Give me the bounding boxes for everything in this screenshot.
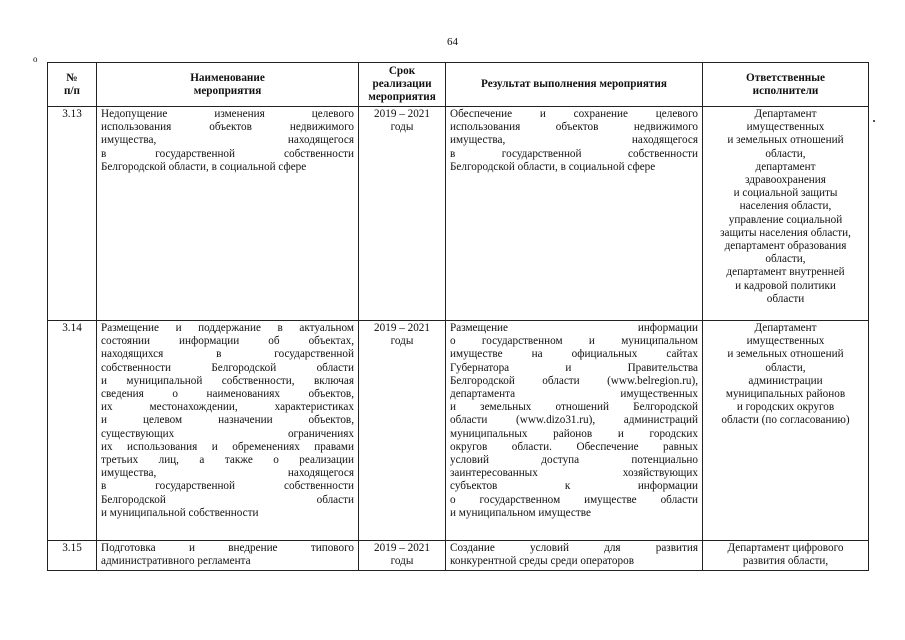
text-line: и муниципальном имуществе [450, 506, 591, 519]
text-line: в государственной собственности [101, 147, 354, 160]
text-line: департамента имущественных [450, 388, 698, 401]
text-line: и муниципальной собственности [101, 506, 259, 519]
header-term: Срок реализации мероприятия [359, 63, 446, 107]
text-line: здравоохранения [745, 174, 826, 187]
text-line: Размещение информации [450, 322, 698, 334]
text-line: и кадровой политики [735, 279, 836, 292]
activities-table [47, 62, 869, 571]
text-line: и земельных отношений Белгородской [450, 401, 698, 414]
text-line: имущества, находящегося [101, 134, 354, 147]
text-line: их местонахождении, характеристиках [101, 401, 354, 414]
text-line: Белгородской области, в социальной сфере [450, 160, 656, 173]
text-line: о государственном имуществе области [450, 493, 698, 506]
text-line: о государственном и муниципальном [450, 335, 698, 348]
text-line: и муниципальной собственности, включая [101, 374, 354, 387]
activity-name [97, 321, 359, 541]
implementation-term: 2019 – 2021 годы [359, 541, 446, 571]
text-line: области, [765, 253, 806, 266]
text-line: в государственной собственности [101, 480, 354, 493]
text-line: Размещение и поддержание в актуальном [101, 322, 354, 334]
text-line: области, [765, 147, 806, 160]
table-header-row [48, 63, 869, 107]
row-number: 3.13 [48, 107, 97, 321]
expected-result [446, 107, 703, 321]
responsible-executors [703, 107, 869, 321]
text-line: их использования и обременениях правами [101, 440, 354, 453]
expected-result [446, 321, 703, 541]
text-line: департамент внутренней [726, 266, 845, 279]
text-line: имущества, находящегося [450, 134, 698, 147]
header-num: № п/п [48, 63, 97, 107]
corner-mark: o [33, 54, 38, 64]
text-line: Белгородской области [101, 493, 354, 506]
text-line: и земельных отношений [727, 134, 844, 147]
text-line: области (www.dizo31.ru), администраций [450, 414, 698, 427]
text-line: управление социальной [728, 213, 843, 226]
scan-dot [873, 120, 875, 122]
text-line: Создание условий для развития [450, 542, 698, 554]
table-row [48, 107, 869, 321]
page-number: 64 [447, 36, 458, 48]
text-line: области, [765, 361, 806, 374]
text-line: муниципальных районов и городских [450, 427, 698, 440]
text-line: Губернатора и Правительства [450, 361, 698, 374]
table-row [48, 321, 869, 541]
text-line: Департамент [754, 322, 817, 334]
text-line: состоянии информации об объектах, [101, 335, 354, 348]
text-line: сведения о наименованиях объектов, [101, 388, 354, 401]
text-line: третьих лиц, а также о реализации [101, 454, 354, 467]
text-line: и целевом назначении объектов, [101, 414, 354, 427]
text-line: существующих ограничениях [101, 427, 354, 440]
header-responsible: Ответственные исполнители [703, 63, 869, 107]
text-line: и земельных отношений [727, 348, 844, 361]
text-line: муниципальных районов [725, 388, 846, 401]
text-line: области [766, 292, 805, 305]
text-line: и социальной защиты [733, 187, 838, 200]
text-line: Департамент [754, 108, 817, 120]
text-line: собственности Белгородской области [101, 361, 354, 374]
row-number: 3.14 [48, 321, 97, 541]
text-line: Белгородской области (www.belregion.ru), [450, 374, 698, 387]
text-line: использования объектов недвижимого [450, 121, 698, 134]
text-line: Департамент цифрового [727, 542, 844, 554]
text-line: департамент образования [724, 240, 847, 253]
text-line: администрации [748, 374, 823, 387]
text-line: имущественных [746, 121, 825, 134]
table-row [48, 541, 869, 571]
activity-name [97, 541, 359, 571]
text-line: и городских округов [736, 401, 835, 414]
responsible-executors [703, 541, 869, 571]
text-line: конкурентной среды среди операторов [450, 555, 634, 568]
text-line: условий доступа потенциально [450, 454, 698, 467]
row-number: 3.15 [48, 541, 97, 571]
text-line: департамент [755, 160, 816, 173]
text-line: имущества, находящегося [101, 467, 354, 480]
expected-result [446, 541, 703, 571]
header-name: Наименование мероприятия [97, 63, 359, 107]
text-line: субъектов к информации [450, 480, 698, 493]
text-line: находящихся в государственной [101, 348, 354, 361]
implementation-term: 2019 – 2021 годы [359, 321, 446, 541]
text-line: Обеспечение и сохранение целевого [450, 108, 698, 120]
text-line: округов области. Обеспечение равных [450, 440, 698, 453]
text-line: Белгородской области, в социальной сфере [101, 160, 307, 173]
text-line: использования объектов недвижимого [101, 121, 354, 134]
activity-name [97, 107, 359, 321]
text-line: заинтересованных хозяйствующих [450, 467, 698, 480]
text-line: области (по согласованию) [721, 414, 850, 427]
text-line: имущественных [746, 335, 825, 348]
responsible-executors [703, 321, 869, 541]
text-line: Недопущение изменения целевого [101, 108, 354, 120]
text-line: Подготовка и внедрение типового [101, 542, 354, 554]
header-result: Результат выполнения мероприятия [446, 63, 703, 107]
text-line: защиты населения области, [720, 226, 851, 239]
implementation-term: 2019 – 2021 годы [359, 107, 446, 321]
text-line: административного регламента [101, 555, 251, 568]
text-line: имуществе на официальных сайтах [450, 348, 698, 361]
text-line: развития области, [742, 555, 829, 568]
text-line: населения области, [739, 200, 832, 213]
text-line: в государственной собственности [450, 147, 698, 160]
